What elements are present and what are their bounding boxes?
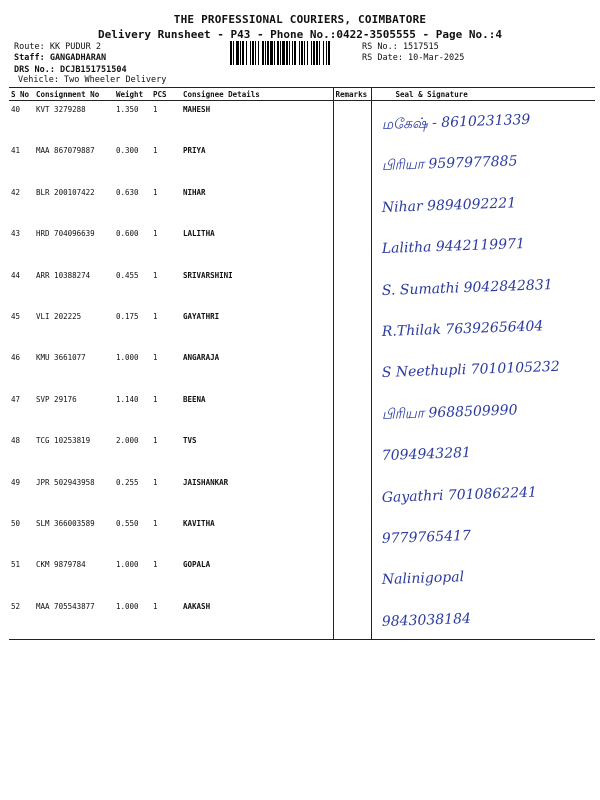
handwritten-signature [378,105,578,139]
cell-remarks [333,432,371,473]
svg-text:S. Sumathi 9042842831: S. Sumathi 9042842831 [381,276,553,299]
table-row [9,556,595,597]
barcode-image [230,41,355,65]
cell-remarks [333,556,371,597]
header-seal-signature: Seal & Signature [371,88,595,101]
cell-consignment: SLM 366003589 [36,518,95,528]
table-row [9,308,595,349]
handwritten-signature [378,353,578,387]
cell-consignment: MAA 867079887 [36,146,95,156]
cell-seal-signature [371,556,595,597]
cell-consignment: SVP 29176 [36,394,77,404]
handwritten-signature [378,478,578,512]
cell-consignee: ANGARAJA [181,349,333,390]
handwritten-signature [378,188,578,222]
cell-consignment: CKM 9879784 [36,560,86,570]
cell-remarks [333,142,371,183]
cell-consignment: VLI 202225 [36,311,82,321]
cell-consignee: BEENA [181,391,333,432]
cell-consignee: NIHAR [181,184,333,225]
cell-sno: 41 [11,146,21,156]
cell-sno: 44 [11,270,21,280]
cell-seal-signature [371,349,595,390]
header-consignment: Consignment No [34,88,114,101]
table-row [9,267,595,308]
svg-text:R.Thilak 76392656404: R.Thilak 76392656404 [381,318,544,340]
cell-sno: 43 [11,229,21,239]
cell-pcs: 1 [153,394,158,404]
rs-number: RS No.: 1517515 [362,42,439,52]
cell-weight: 1.140 [116,394,139,404]
table-row [9,474,595,515]
cell-sno: 51 [11,560,21,570]
table-row [9,225,595,266]
cell-pcs: 1 [151,598,181,640]
cell-sno: 48 [11,436,21,446]
cell-sno: 47 [11,394,21,404]
cell-remarks [333,184,371,225]
cell-consignee: SRIVARSHINI [181,267,333,308]
cell-consignment: TCG 10253819 [36,436,91,446]
cell-seal-signature [371,267,595,308]
cell-seal-signature [371,391,595,432]
cell-weight: 0.255 [116,477,139,487]
cell-pcs: 1 [153,353,158,363]
cell-sno: 52 [9,598,34,640]
cell-sno: 45 [11,311,21,321]
handwritten-signature [378,560,578,594]
cell-consignee: GOPALA [181,556,333,597]
table-row [9,101,595,143]
cell-sno: 49 [11,477,21,487]
header-pcs: PCS [151,88,181,101]
cell-pcs: 1 [153,436,158,446]
cell-consignee: PRIYA [181,142,333,183]
cell-weight: 0.600 [116,229,139,239]
cell-weight: 0.300 [116,146,139,156]
cell-weight: 1.000 [114,598,151,640]
cell-pcs: 1 [153,105,158,114]
cell-seal-signature [371,184,595,225]
cell-consignee: JAISHANKAR [181,474,333,515]
cell-sno: 40 [11,105,21,114]
svg-text:9843038184: 9843038184 [381,610,471,630]
svg-text:9779765417: 9779765417 [381,527,471,547]
cell-consignee: TVS [181,432,333,473]
cell-weight: 0.175 [116,311,139,321]
cell-remarks [333,308,371,349]
header-consignee: Consignee Details [181,88,333,101]
cell-weight: 0.550 [116,518,139,528]
cell-pcs: 1 [153,560,158,570]
svg-text:Gayathri 7010862241: Gayathri 7010862241 [381,484,537,506]
cell-sno: 42 [11,187,21,197]
cell-pcs: 1 [153,146,158,156]
cell-sno: 46 [11,353,21,363]
cell-seal-signature [371,515,595,556]
svg-text:Lalitha 9442119971: Lalitha 9442119971 [381,236,525,258]
cell-consignment: KMU 3661077 [36,353,86,363]
cell-consignment: JPR 502943958 [36,477,95,487]
cell-remarks [333,474,371,515]
cell-pcs: 1 [153,518,158,528]
svg-text:மகேஷ் - 8610231339: மகேஷ் - 8610231339 [381,111,531,133]
cell-remarks [333,101,371,143]
table-row [9,515,595,556]
cell-consignee: GAYATHRI [181,308,333,349]
cell-seal-signature [371,474,595,515]
table-row [9,598,595,640]
svg-text:பிரியா 9597977885: பிரியா 9597977885 [381,153,518,175]
table-row [9,391,595,432]
handwritten-signature [378,146,578,180]
table-header-row [9,88,595,101]
rs-date: RS Date: 10-Mar-2025 [362,53,465,63]
header-remarks: Remarks [333,88,371,101]
cell-consignment: MAA 705543877 [34,598,114,640]
table-row [9,432,595,473]
handwritten-signature [378,312,578,346]
table-row [9,184,595,225]
svg-text:7094943281: 7094943281 [381,445,471,465]
handwritten-signature [378,229,578,263]
cell-consignee: AAKASH [181,598,333,640]
runsheet-subtitle: Delivery Runsheet - P43 - Phone No.:0422-3505555 - Page No.:4 [98,28,502,41]
cell-weight: 0.455 [116,270,139,280]
cell-sno: 50 [11,518,21,528]
cell-weight: 0.630 [116,187,139,197]
cell-seal-signature [371,432,595,473]
table-row [9,349,595,390]
cell-pcs: 1 [153,187,158,197]
cell-consignment: HRD 704096639 [36,229,95,239]
cell-consignment: ARR 10388274 [36,270,91,280]
cell-remarks [333,349,371,390]
cell-consignee: MAHESH [181,101,333,143]
svg-text:S Neethupli 7010105232: S Neethupli 7010105232 [381,359,560,382]
cell-seal-signature [371,225,595,266]
runsheet-table [9,87,595,640]
route-label: Route: KK PUDUR 2 [14,42,101,52]
cell-consignee: KAVITHA [181,515,333,556]
cell-weight: 1.000 [116,353,139,363]
cell-pcs: 1 [153,311,158,321]
company-title: THE PROFESSIONAL COURIERS, COIMBATORE [173,13,427,26]
handwritten-signature [378,602,578,636]
cell-pcs: 1 [153,477,158,487]
cell-weight: 2.000 [116,436,139,446]
cell-remarks [333,225,371,266]
staff-label: Staff: GANGADHARAN [14,53,107,63]
header-weight: Weight [114,88,151,101]
cell-remarks [333,515,371,556]
cell-seal-signature [371,308,595,349]
cell-weight: 1.000 [116,560,139,570]
table-row [9,142,595,183]
header-sno: S No [9,88,34,101]
svg-text:Nihar 9894092221: Nihar 9894092221 [381,195,516,216]
handwritten-signature [378,395,578,429]
cell-seal-signature [371,598,595,640]
cell-seal-signature [371,142,595,183]
svg-text:Nalinigopal: Nalinigopal [381,569,464,589]
cell-remarks [333,598,371,640]
handwritten-signature [378,271,578,305]
svg-text:பிரியா 9688509990: பிரியா 9688509990 [381,402,518,423]
vehicle-label: Vehicle: Two Wheeler Delivery [18,75,167,85]
handwritten-signature [378,436,578,470]
cell-pcs: 1 [153,270,158,280]
cell-weight: 1.350 [116,105,139,114]
cell-consignee: LALITHA [181,225,333,266]
cell-consignment: KVT 3279288 [36,105,86,114]
cell-consignment: BLR 200107422 [36,187,95,197]
cell-pcs: 1 [153,229,158,239]
drs-number: DRS No.: DCJB151751504 [14,65,127,75]
handwritten-signature [378,519,578,553]
cell-seal-signature [371,101,595,143]
cell-remarks [333,267,371,308]
cell-remarks [333,391,371,432]
